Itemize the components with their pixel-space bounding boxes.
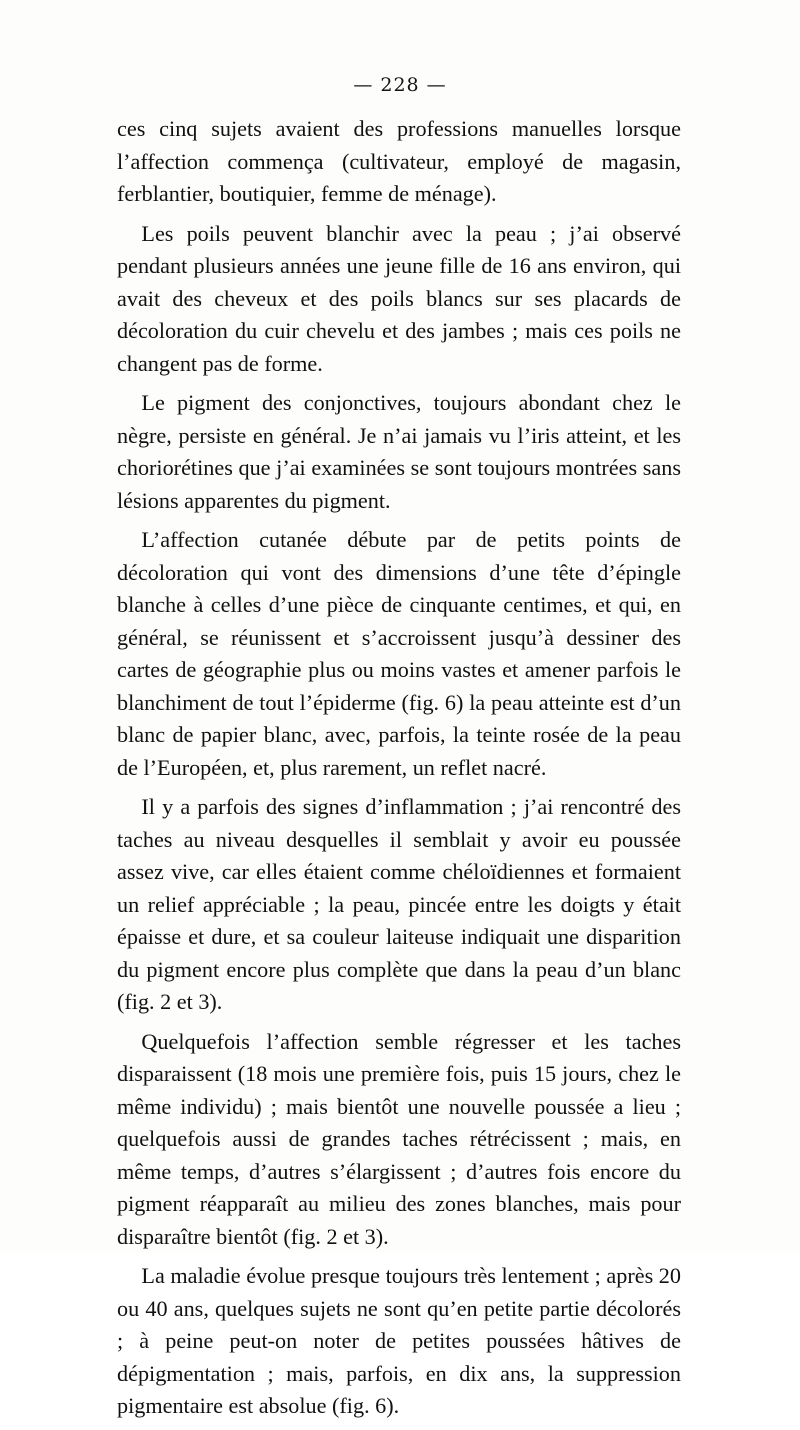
paragraph: La maladie évolue presque toujours très lentement ; après 20 ou 40 ans, quelques sujets ne sont qu’en petite partie décolorés ; à peine peut-on noter de petites poussées hâtives de dépigmentation ; mais, parfois, en dix ans, la suppression pigmentaire est absolue (fig. 6).	[117, 1263, 681, 1418]
paragraph: Le pigment des conjonctives, toujours abondant chez le nègre, persiste en général. Je n’ai jamais vu l’iris atteint, et les choriorétines que j’ai examinées se sont toujours montrées sans lésions apparentes du pigment.	[117, 390, 681, 513]
paragraph: L’affection cutanée débute par de petits points de décoloration qui vont des dimensions d’une tête d’épingle blanche à celles d’une pièce de cinquante centimes, et qui, en général, se réunissent et s’accroissent jusqu’à dessiner des cartes de géographie plus ou moins vastes et amener parfois le blanchiment de tout l’épiderme (fig. 6) la peau atteinte est d’un blanc de papier blanc, avec, parfois, la teinte rosée de la peau de l’Européen, et, plus rarement, un reflet nacré.	[117, 527, 681, 780]
paragraph: Il y a parfois des signes d’inflammation ; j’ai rencontré des taches au niveau desquelles il semblait y avoir eu poussée assez vive, car elles étaient comme chéloïdiennes et formaient un relief appréciable ; la peau, pincée entre les doigts y était épaisse et dure, et sa couleur laiteuse indiquait une disparition du pigment encore plus complète que dans la peau d’un blanc (fig. 2 et 3).	[117, 794, 681, 1014]
paragraph: Quelquefois l’affection semble régresser et les taches disparaissent (18 mois une première fois, puis 15 jours, chez le même individu) ; mais bientôt une nouvelle poussée a lieu ; quelquefois aussi de grandes taches rétrécissent ; mais, en même temps, d’autres s’élargissent ; d’autres fois encore du pigment réapparaît au milieu des zones blanches, mais pour disparaître bientôt (fig. 2 et 3).	[117, 1028, 681, 1249]
paragraph: Les poils peuvent blanchir avec la peau ; j’ai observé pendant plusieurs années une jeune fille de 16 ans environ, qui avait des cheveux et des poils blancs sur ses placards de décoloration du cuir chevelu et des jambes ; mais ces poils ne changent pas de forme.	[117, 220, 681, 376]
paragraph: ces cinq sujets avaient des professions manuelles lorsque l’affection commença (cultivateur, employé de magasin, ferblantier, boutiquier, femme de ménage).	[117, 116, 681, 206]
page-number: — 228 —	[353, 74, 447, 96]
body-text	[117, 113, 681, 1430]
